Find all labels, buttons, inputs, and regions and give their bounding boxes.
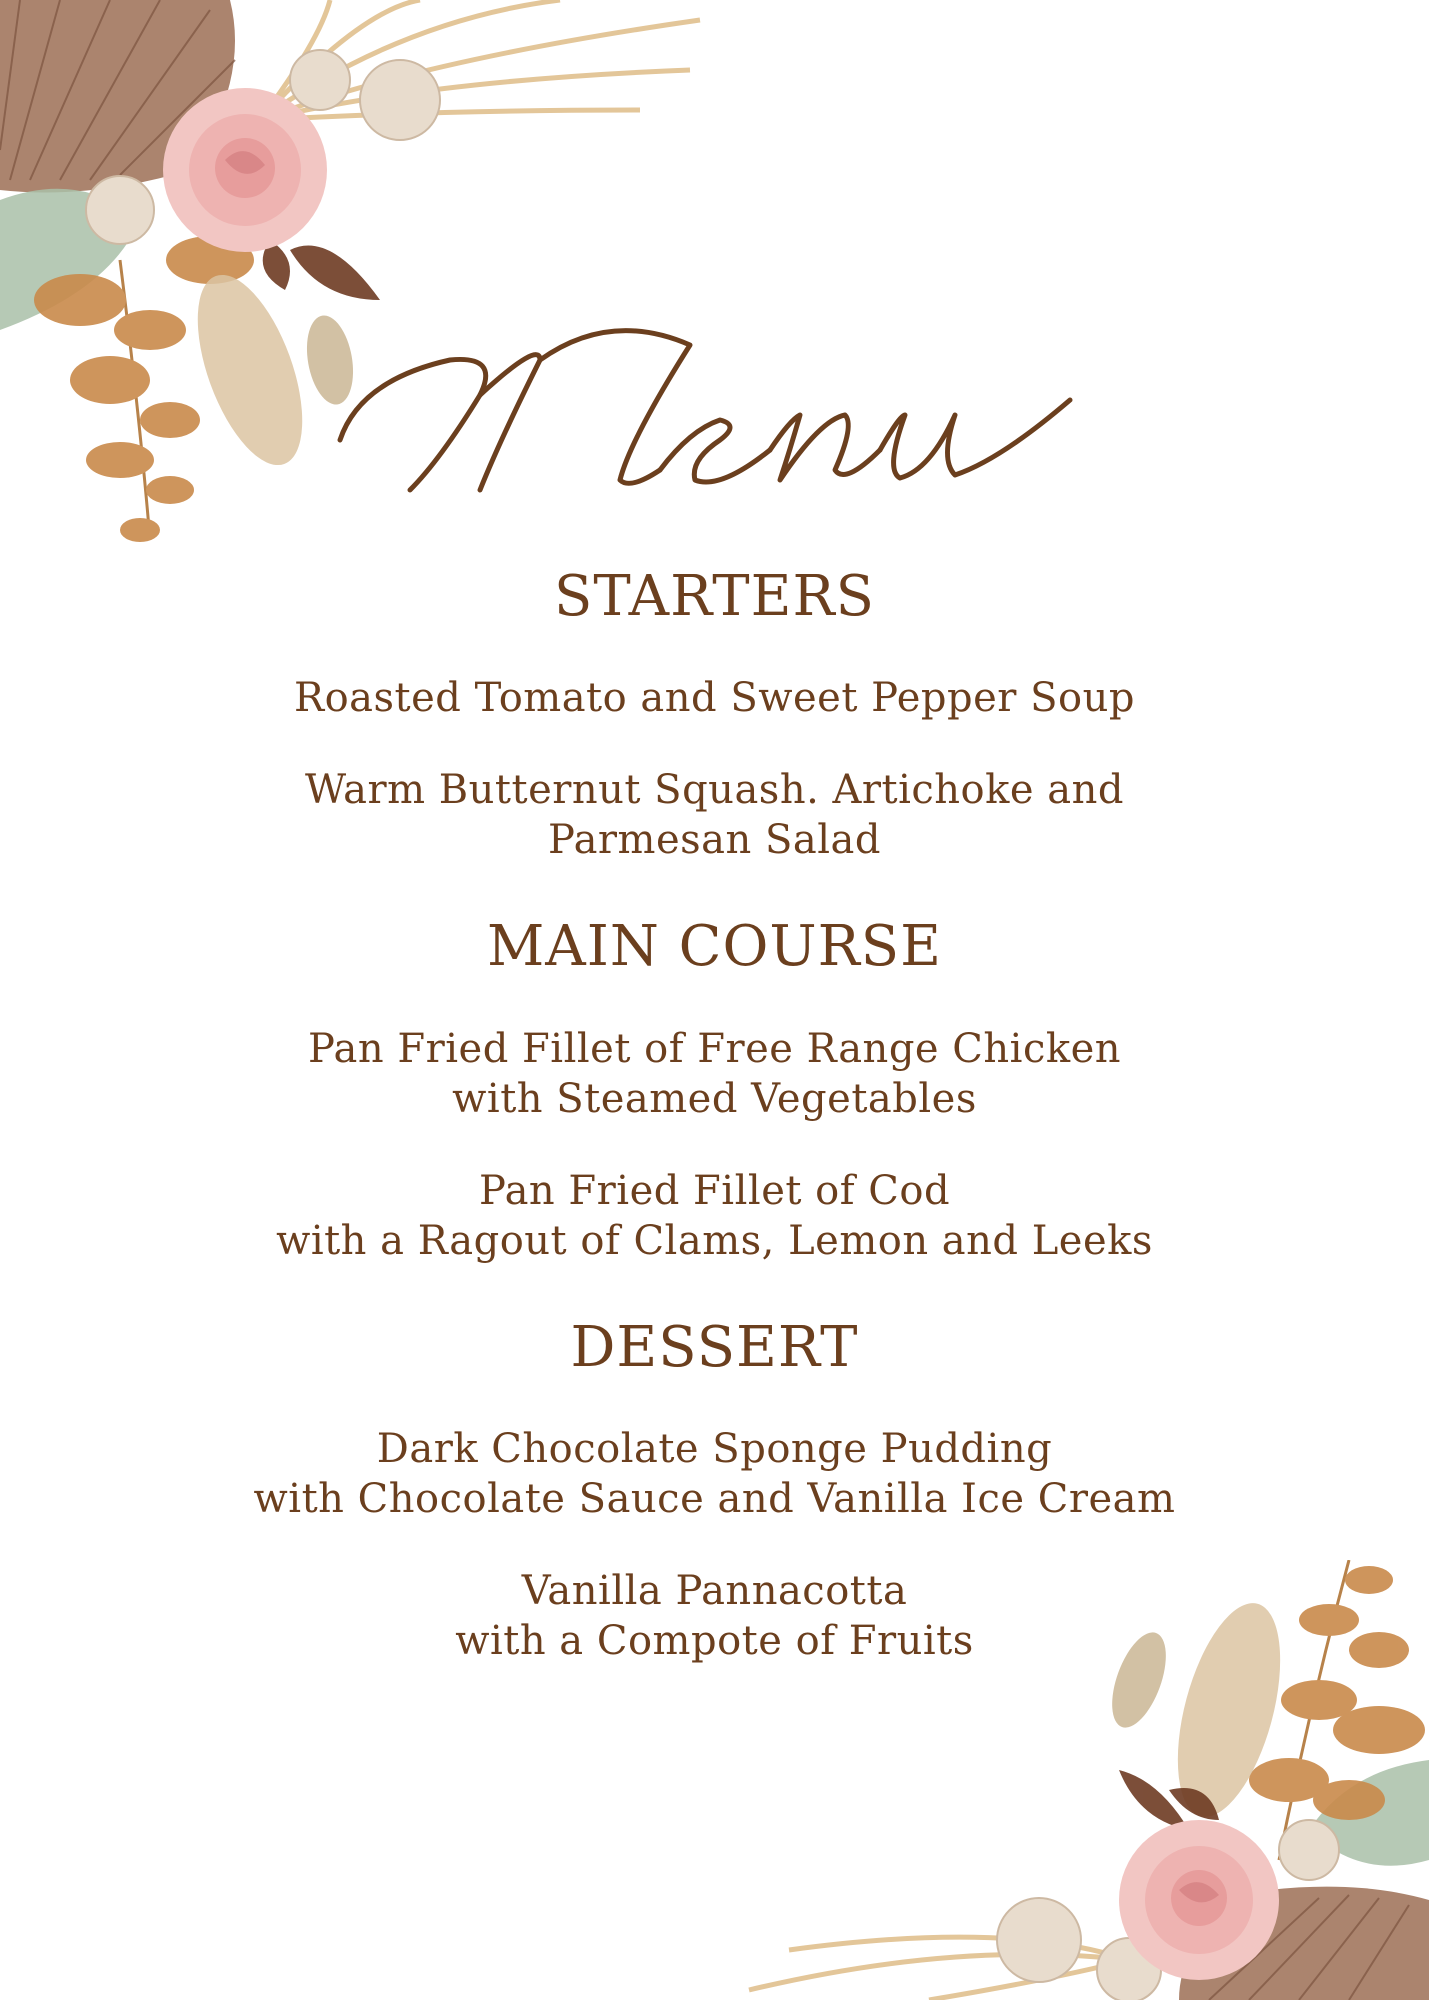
dish-line: with Chocolate Sauce and Vanilla Ice Cream bbox=[253, 1476, 1176, 1523]
dish-line: Vanilla Pannacotta bbox=[521, 1568, 908, 1615]
section-heading-main-course: MAIN COURSE bbox=[486, 914, 943, 980]
dish-dessert-2 bbox=[0, 1566, 1429, 1666]
section-heading-dessert: DESSERT bbox=[570, 1314, 859, 1380]
dish-starter-1 bbox=[0, 673, 1429, 723]
dish-main-1 bbox=[0, 1024, 1429, 1124]
section-dessert bbox=[0, 1316, 1429, 1666]
dish-line: Pan Fried Fillet of Free Range Chicken bbox=[307, 1025, 1122, 1072]
dish-line: Roasted Tomato and Sweet Pepper Soup bbox=[293, 675, 1135, 722]
dish-line: with a Ragout of Clams, Lemon and Leeks bbox=[276, 1217, 1153, 1264]
menu-content bbox=[0, 565, 1429, 1666]
pink-rose bbox=[1119, 1820, 1279, 1980]
dish-line: with Steamed Vegetables bbox=[452, 1075, 977, 1122]
section-heading-starters: STARTERS bbox=[553, 564, 876, 629]
dish-starter-2 bbox=[0, 765, 1429, 865]
dish-line: Pan Fried Fillet of Cod bbox=[478, 1167, 951, 1214]
dish-line: with a Compote of Fruits bbox=[455, 1618, 974, 1665]
dish-line: Warm Butternut Squash. Artichoke and bbox=[305, 767, 1124, 814]
dish-line: Parmesan Salad bbox=[547, 817, 882, 864]
dish-dessert-1 bbox=[0, 1424, 1429, 1524]
pink-rose bbox=[163, 88, 327, 252]
dish-line: Dark Chocolate Sponge Pudding bbox=[376, 1426, 1053, 1473]
section-main-course bbox=[0, 915, 1429, 1265]
brown-leaves bbox=[263, 240, 380, 300]
menu-title bbox=[300, 300, 1120, 540]
section-starters bbox=[0, 565, 1429, 865]
menu-title-script bbox=[300, 300, 1120, 540]
dish-main-2 bbox=[0, 1166, 1429, 1266]
